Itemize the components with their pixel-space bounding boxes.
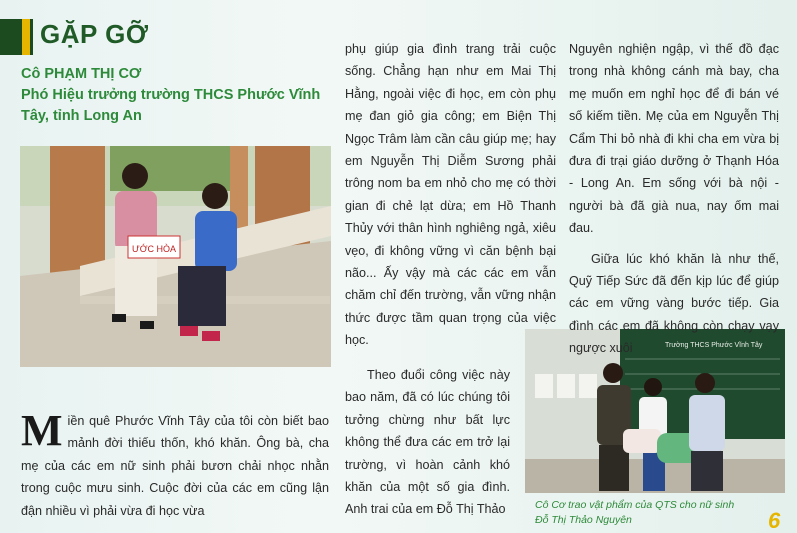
title-bar-accent [22,19,30,55]
article-column-2 [345,38,556,352]
drop-cap: M [21,406,63,455]
article-paragraph: Nguyên nghiện ngập, vì thế đồ đạc trong nhà không cánh mà bay, cha mẹ muốn em nghỉ học để đi bán vé số kiếm tiền. Mẹ của em Nguyễn Thị Cẩm Thi bỏ nhà đi khi cha em vừa bị đưa đi trại giáo dưỡng ở Thạnh Hóa - Long An. Em sống với bà nội - người bà đã già nua, nay ốm mai đau. [569,42,779,236]
article-column-1 [21,406,329,522]
caption-line-2: Đỗ Thị Thảo Nguyên [535,514,632,526]
article-paragraph: Giữa lúc khó khăn là như thế, Quỹ Tiếp Sức đã đến kịp lúc để giúp các em vững vàng bước tiếp. Gia đình các em đã không còn chạy vạy ngược xuôi [569,251,779,356]
article-intro-text: iền quê Phước Vĩnh Tây của tôi còn biết bao mảnh đời thiếu thốn, khó khăn. Ông bà, cha mẹ của các em nữ sinh phải bươn chải nhọc nhằn trong cuộc mưu sinh. Cuộc đời của các em cũng lận đận nhiều vì phải vừa đi học vừa [21,414,329,518]
photo-interview-image [20,146,331,367]
board-text: Trường THCS Phước Vĩnh Tây [665,342,763,349]
author-name: Cô PHẠM THỊ CƠ [21,66,142,82]
caption-line-1: Cô Cơ trao vật phẩm của QTS cho nữ sinh [535,499,735,511]
article-column-2b [345,364,510,521]
section-title: GẶP GỠ [40,19,149,49]
page-number: 6 [768,508,781,533]
article-paragraph: Theo đuổi công việc này bao năm, đã có lúc chúng tôi tưởng chừng như bất lực không thể đưa các em trở lại trường, vì hoàn cảnh khó khăn của một số gia đình. Anh trai của em Đỗ Thị Thảo [345,368,510,517]
photo-interview [20,146,331,367]
sign-text: ƯỚC HÒA [132,244,176,254]
author-position: Phó Hiệu trưởng trường THCS Phước Vĩnh Tây, tỉnh Long An [21,87,321,124]
author-block [21,64,321,127]
article-paragraph: phụ giúp gia đình trang trải cuộc sống. Chẳng hạn như em Mai Thị Hằng, ngoài việc đi học, em còn phụ mẹ đan giỏ gia công; em Biện Thị Ngọc Trâm làm cần câu giúp mẹ; hay em Nguyễn Thị Diễm Sương phải trông nom ba em nhỏ cho mẹ có thời gian đi chẻ lạt dừa; em Hồ Thanh Thủy với thân hình nghiêng ngả, xiêu vẹo, đi không vững vì căn bệnh bại não... Ấy vậy mà các các em vẫn chăm chỉ đến trường, vẫn vững nhận thức được tầm quan trọng của việc học. [345,42,556,348]
photo-caption [535,498,785,528]
article-column-3 [569,38,779,360]
article-paragraph-intro [21,406,329,522]
